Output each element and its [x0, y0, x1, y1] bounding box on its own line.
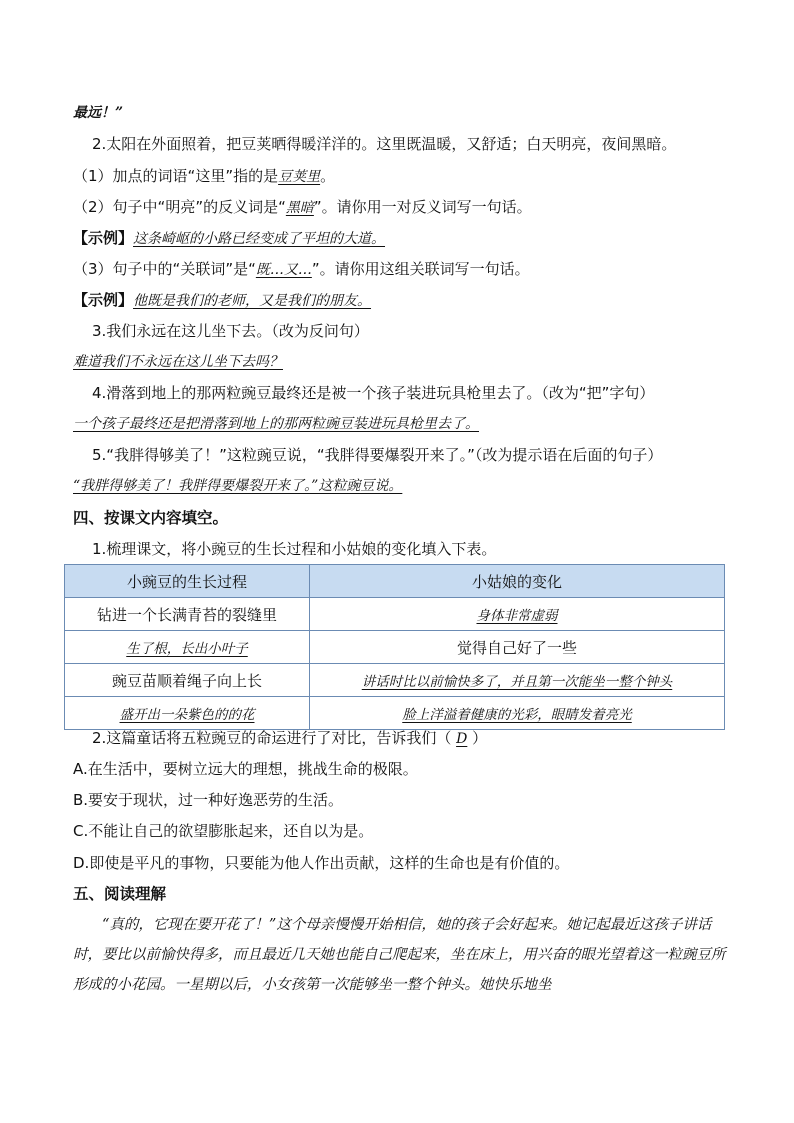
table-cell-girl — [310, 598, 725, 631]
example-2-answer: 他既是我们的老师，又是我们的朋友。 — [133, 293, 372, 309]
table-cell-growth — [65, 697, 310, 730]
example-2 — [73, 290, 371, 311]
question-2-sub3 — [73, 259, 530, 280]
sub1-answer: 豆荚里 — [278, 169, 321, 185]
example-label: 【示例】 — [73, 291, 134, 309]
section-4-title: 四、按课文内容填空。 — [73, 509, 229, 527]
question-4-answer: 一个孩子最终还是把滑落到地上的那两粒豌豆装进玩具枪里去了。 — [73, 416, 479, 432]
section-5-title: 五、阅读理解 — [73, 885, 167, 903]
sub2-suffix: ”。请你用一对反义词写一句话。 — [313, 198, 532, 216]
table-cell-girl — [310, 664, 725, 697]
sub3-suffix: ”。请你用这组关联词写一句话。 — [311, 260, 530, 278]
example-label: 【示例】 — [73, 229, 134, 247]
table-row — [65, 664, 725, 697]
sub2-prefix: （2）句子中“明亮”的反义词是“ — [73, 198, 286, 216]
option-b: B.要安于现状，过一种好逸恶劳的生活。 — [73, 791, 344, 809]
section-4-question-2 — [92, 728, 487, 749]
table-row — [65, 598, 725, 631]
table-cell-girl: 觉得自己好了一些 — [310, 631, 725, 664]
table-row — [65, 697, 725, 730]
table-cell-girl — [310, 697, 725, 730]
q2-answer: D — [456, 731, 468, 747]
sub1-suffix: 。 — [320, 167, 336, 185]
option-a: A.在生活中，要树立远大的理想，挑战生命的极限。 — [73, 760, 418, 778]
table-cell-growth — [65, 631, 310, 664]
question-5-stem: 5.“我胖得够美了！”这粒豌豆说，“我胖得要爆裂开来了。”（改为提示语在后面的句子） — [92, 446, 663, 464]
cell-answer: 身体非常虚弱 — [476, 608, 558, 624]
q2-suffix: ） — [467, 729, 488, 747]
cell-answer: 盛开出一朵紫色的的花 — [119, 707, 255, 723]
sub3-prefix: （3）句子中的“关联词”是“ — [73, 260, 256, 278]
top-fragment: 最远！” — [73, 105, 124, 121]
table-row — [65, 631, 725, 664]
question-2-sub2 — [73, 197, 532, 218]
growth-change-table — [64, 564, 725, 730]
reading-passage: “真的，它现在要开花了！”这个母亲慢慢开始相信，她的孩子会好起来。她记起最近这孩子讲话时，要比以前愉快得多，而且最近几天她也能自己爬起来，坐在床上，用兴奋的眼光望着这一粒豌豆所形成的小花园。一星期以后，小女孩第一次能够坐一整个钟头。她快乐地坐 — [73, 917, 726, 993]
table-cell-growth: 钻进一个长满青苔的裂缝里 — [65, 598, 310, 631]
sub3-answer: 既…又… — [255, 262, 312, 278]
question-2-stem: 2.太阳在外面照着，把豆荚晒得暖洋洋的。这里既温暖，又舒适；白天明亮，夜间黑暗。 — [92, 135, 677, 153]
table-header-growth: 小豌豆的生长过程 — [65, 565, 310, 598]
section-4-question-1: 1.梳理课文，将小豌豆的生长过程和小姑娘的变化填入下表。 — [92, 540, 497, 558]
table-cell-growth: 豌豆苗顺着绳子向上长 — [65, 664, 310, 697]
sub1-prefix: （1）加点的词语“这里”指的是 — [73, 167, 279, 185]
question-3-stem: 3.我们永远在这儿坐下去。（改为反问句） — [92, 322, 369, 340]
option-d: D.即使是平凡的事物，只要能为他人作出贡献，这样的生命也是有价值的。 — [73, 854, 570, 872]
table-header-row — [65, 565, 725, 598]
question-4-stem: 4.滑落到地上的那两粒豌豆最终还是被一个孩子装进玩具枪里去了。（改为“把”字句） — [92, 384, 655, 402]
question-5-answer: “我胖得够美了！我胖得要爆裂开来了。”这粒豌豆说。 — [73, 478, 403, 494]
example-1-answer: 这条崎岖的小路已经变成了平坦的大道。 — [133, 231, 386, 247]
table-header-girl: 小姑娘的变化 — [310, 565, 725, 598]
sub2-answer: 黑暗 — [285, 200, 314, 216]
cell-answer: 脸上洋溢着健康的光彩，眼睛发着亮光 — [402, 707, 632, 723]
question-3-answer: 难道我们不永远在这儿坐下去吗？ — [73, 354, 283, 370]
cell-answer: 生了根，长出小叶子 — [126, 641, 248, 657]
q2-prefix: 2.这篇童话将五粒豌豆的命运进行了对比，告诉我们（ — [92, 729, 457, 747]
option-c: C.不能让自己的欲望膨胀起来，还自以为是。 — [73, 822, 374, 840]
cell-answer: 讲话时比以前愉快多了，并且第一次能坐一整个钟头 — [361, 674, 673, 690]
question-2-sub1 — [73, 166, 335, 187]
example-1 — [73, 228, 385, 249]
